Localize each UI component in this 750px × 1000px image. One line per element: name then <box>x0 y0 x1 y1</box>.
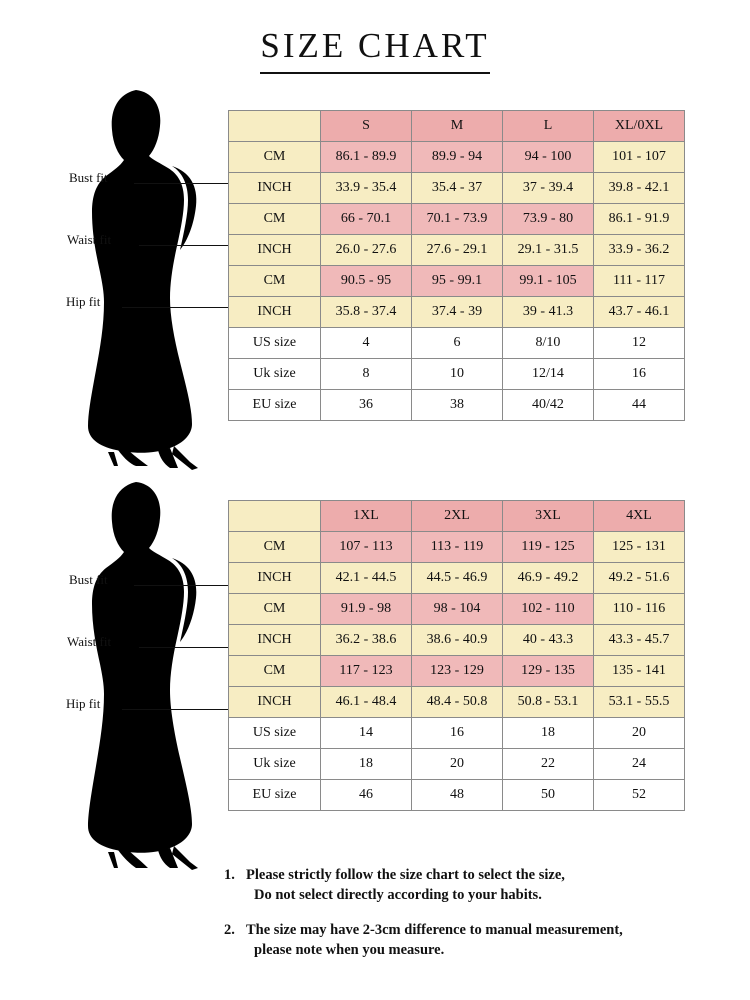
page-title-container <box>0 26 750 74</box>
bust-fit-label-bottom: Bust fit <box>69 572 108 587</box>
cell: 110 - 116 <box>594 594 685 625</box>
cell: 129 - 135 <box>503 656 594 687</box>
row-label-waist-cm: CM <box>229 594 321 625</box>
row-label-hip-inch: INCH <box>229 687 321 718</box>
female-silhouette-icon <box>74 478 234 878</box>
cell: 16 <box>412 718 503 749</box>
table-row <box>229 359 685 390</box>
note-line-2: please note when you measure. <box>254 941 445 958</box>
waist-fit-label-bottom: Waist fit <box>67 634 112 649</box>
row-label-bust-inch: INCH <box>229 563 321 594</box>
model-silhouette-top <box>66 86 234 476</box>
header-size-l: L <box>503 111 594 142</box>
cell: 70.1 - 73.9 <box>412 204 503 235</box>
row-label-bust-cm: CM <box>229 142 321 173</box>
cell: 52 <box>594 780 685 811</box>
waist-fit-label-top: Waist fit <box>67 232 112 247</box>
cell: 18 <box>503 718 594 749</box>
table-row <box>229 687 685 718</box>
header-size-s: S <box>321 111 412 142</box>
cell: 37.4 - 39 <box>412 297 503 328</box>
size-table-standard <box>228 110 685 421</box>
cell: 36 <box>321 390 412 421</box>
cell: 125 - 131 <box>594 532 685 563</box>
table-row <box>229 718 685 749</box>
cell: 40 - 43.3 <box>503 625 594 656</box>
table-row <box>229 532 685 563</box>
cell: 101 - 107 <box>594 142 685 173</box>
cell: 49.2 - 51.6 <box>594 563 685 594</box>
note-line-1: The size may have 2-3cm difference to manual measurement, <box>246 922 623 939</box>
cell: 66 - 70.1 <box>321 204 412 235</box>
row-label-hip-cm: CM <box>229 266 321 297</box>
cell: 27.6 - 29.1 <box>412 235 503 266</box>
cell: 94 - 100 <box>503 142 594 173</box>
header-blank <box>229 501 321 532</box>
header-size-m: M <box>412 111 503 142</box>
cell: 40/42 <box>503 390 594 421</box>
bust-fit-label-top: Bust fit <box>69 170 108 185</box>
cell: 73.9 - 80 <box>503 204 594 235</box>
row-label-eu-size: EU size <box>229 390 321 421</box>
hip-fit-label-top: Hip fit <box>66 294 101 309</box>
cell: 42.1 - 44.5 <box>321 563 412 594</box>
cell: 44 <box>594 390 685 421</box>
note-body <box>246 921 736 960</box>
cell: 37 - 39.4 <box>503 173 594 204</box>
cell: 6 <box>412 328 503 359</box>
cell: 111 - 117 <box>594 266 685 297</box>
cell: 86.1 - 89.9 <box>321 142 412 173</box>
cell: 50.8 - 53.1 <box>503 687 594 718</box>
table-row <box>229 328 685 359</box>
cell: 38 <box>412 390 503 421</box>
row-label-uk-size: Uk size <box>229 749 321 780</box>
row-label-waist-inch: INCH <box>229 625 321 656</box>
note-body <box>246 866 736 905</box>
note-item <box>224 921 736 960</box>
cell: 123 - 129 <box>412 656 503 687</box>
cell: 46.9 - 49.2 <box>503 563 594 594</box>
hip-fit-label-bottom: Hip fit <box>66 696 101 711</box>
notes-section <box>224 866 736 976</box>
cell: 18 <box>321 749 412 780</box>
cell: 48.4 - 50.8 <box>412 687 503 718</box>
row-label-waist-inch: INCH <box>229 235 321 266</box>
table-row <box>229 656 685 687</box>
model-silhouette-bottom <box>66 478 234 878</box>
cell: 53.1 - 55.5 <box>594 687 685 718</box>
header-size-3xl: 3XL <box>503 501 594 532</box>
cell: 95 - 99.1 <box>412 266 503 297</box>
cell: 14 <box>321 718 412 749</box>
table-header-row <box>229 111 685 142</box>
cell: 48 <box>412 780 503 811</box>
cell: 113 - 119 <box>412 532 503 563</box>
cell: 8 <box>321 359 412 390</box>
table-row <box>229 204 685 235</box>
note-number: 1. <box>224 867 235 883</box>
cell: 12 <box>594 328 685 359</box>
cell: 38.6 - 40.9 <box>412 625 503 656</box>
table-row <box>229 780 685 811</box>
header-size-1xl: 1XL <box>321 501 412 532</box>
row-label-us-size: US size <box>229 718 321 749</box>
table-row <box>229 594 685 625</box>
cell: 35.8 - 37.4 <box>321 297 412 328</box>
table-row <box>229 142 685 173</box>
cell: 39.8 - 42.1 <box>594 173 685 204</box>
size-table-plus <box>228 500 685 811</box>
cell: 44.5 - 46.9 <box>412 563 503 594</box>
cell: 43.7 - 46.1 <box>594 297 685 328</box>
table-header-row <box>229 501 685 532</box>
table-row <box>229 235 685 266</box>
cell: 107 - 113 <box>321 532 412 563</box>
cell: 29.1 - 31.5 <box>503 235 594 266</box>
cell: 26.0 - 27.6 <box>321 235 412 266</box>
cell: 46.1 - 48.4 <box>321 687 412 718</box>
note-line-1: Please strictly follow the size chart to select the size, <box>246 867 565 883</box>
row-label-bust-cm: CM <box>229 532 321 563</box>
cell: 33.9 - 36.2 <box>594 235 685 266</box>
note-item <box>224 866 736 905</box>
table-row <box>229 749 685 780</box>
cell: 36.2 - 38.6 <box>321 625 412 656</box>
header-size-4xl: 4XL <box>594 501 685 532</box>
cell: 39 - 41.3 <box>503 297 594 328</box>
header-size-xl: XL/0XL <box>594 111 685 142</box>
table-row <box>229 266 685 297</box>
row-label-hip-cm: CM <box>229 656 321 687</box>
cell: 135 - 141 <box>594 656 685 687</box>
cell: 117 - 123 <box>321 656 412 687</box>
cell: 50 <box>503 780 594 811</box>
cell: 98 - 104 <box>412 594 503 625</box>
cell: 89.9 - 94 <box>412 142 503 173</box>
cell: 16 <box>594 359 685 390</box>
cell: 20 <box>412 749 503 780</box>
cell: 4 <box>321 328 412 359</box>
female-silhouette-icon <box>74 86 234 476</box>
cell: 43.3 - 45.7 <box>594 625 685 656</box>
cell: 20 <box>594 718 685 749</box>
row-label-waist-cm: CM <box>229 204 321 235</box>
row-label-uk-size: Uk size <box>229 359 321 390</box>
row-label-bust-inch: INCH <box>229 173 321 204</box>
cell: 91.9 - 98 <box>321 594 412 625</box>
table-row <box>229 563 685 594</box>
cell: 24 <box>594 749 685 780</box>
table-row <box>229 173 685 204</box>
note-line-2: Do not select directly according to your habits. <box>254 886 542 903</box>
row-label-eu-size: EU size <box>229 780 321 811</box>
cell: 86.1 - 91.9 <box>594 204 685 235</box>
cell: 10 <box>412 359 503 390</box>
table-row <box>229 390 685 421</box>
cell: 119 - 125 <box>503 532 594 563</box>
cell: 102 - 110 <box>503 594 594 625</box>
header-blank <box>229 111 321 142</box>
cell: 46 <box>321 780 412 811</box>
note-number: 2. <box>224 922 235 939</box>
cell: 12/14 <box>503 359 594 390</box>
page-title: SIZE CHART <box>260 26 489 74</box>
table-row <box>229 297 685 328</box>
cell: 8/10 <box>503 328 594 359</box>
cell: 35.4 - 37 <box>412 173 503 204</box>
cell: 22 <box>503 749 594 780</box>
header-size-2xl: 2XL <box>412 501 503 532</box>
cell: 33.9 - 35.4 <box>321 173 412 204</box>
table-row <box>229 625 685 656</box>
cell: 99.1 - 105 <box>503 266 594 297</box>
row-label-hip-inch: INCH <box>229 297 321 328</box>
cell: 90.5 - 95 <box>321 266 412 297</box>
row-label-us-size: US size <box>229 328 321 359</box>
